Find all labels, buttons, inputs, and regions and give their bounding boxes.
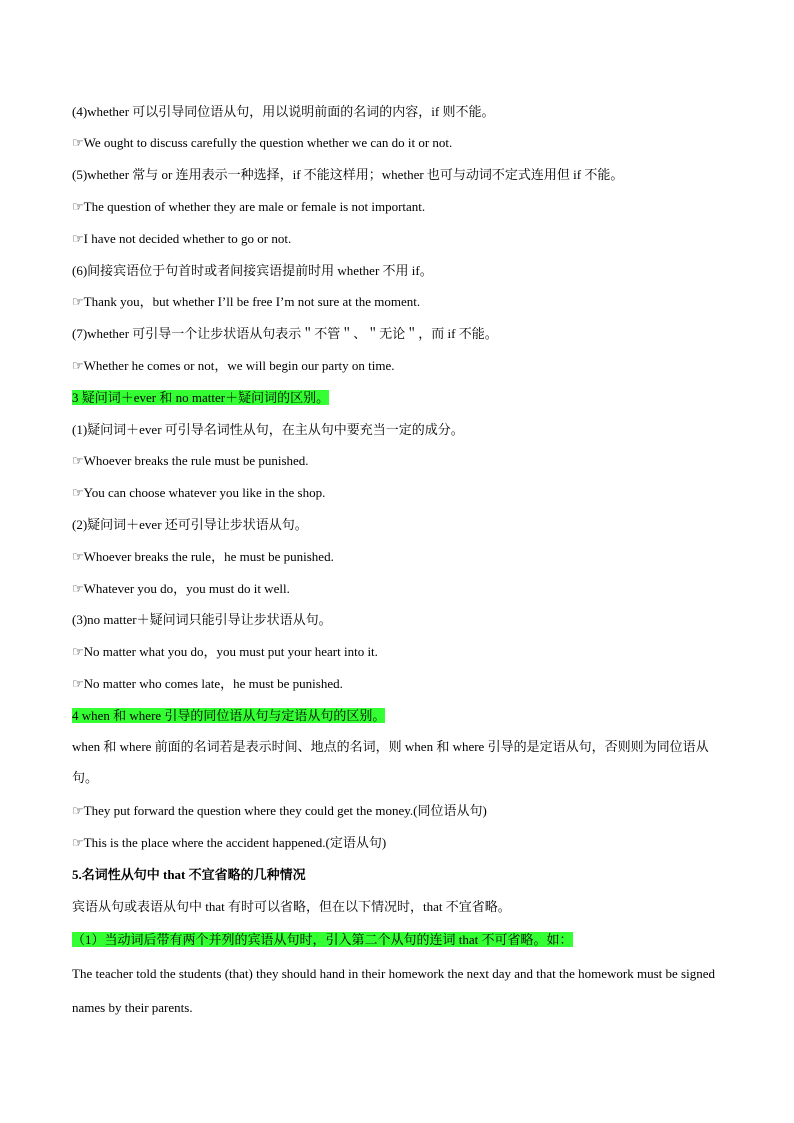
section-3-heading-text: 3 疑问词＋ever 和 no matter＋疑问词的区别。 <box>72 390 330 405</box>
section-5-1-heading <box>72 930 732 950</box>
rule-5-text: (5)whether 常与 or 连用表示一种选择，if 不能这样用；whether 也可与动词不定式连用但 if 不能。 <box>72 167 624 182</box>
section-4-heading <box>72 706 732 726</box>
example-sentence: ☞Whether he comes or not，we will begin our party on time. <box>72 358 395 373</box>
section-5-intro: 宾语从句或表语从句中 that 有时可以省略，但在以下情况时，that 不宜省略。 <box>72 899 511 914</box>
example-sentence: ☞They put forward the question where they could get the money.(同位语从句) <box>72 803 487 818</box>
section-5-example: The teacher told the students (that) they should hand in their homework the next day and that the homework must be signed names by their parents. <box>72 966 715 1015</box>
section-4-paragraph: when 和 where 前面的名词若是表示时间、地点的名词，则 when 和 where 引导的是定语从句，否则则为同位语从句。 <box>72 739 709 785</box>
example-sentence: ☞No matter who comes late，he must be punished. <box>72 676 343 691</box>
rule-6-text: (6)间接宾语位于句首时或者间接宾语提前时用 whether 不用 if。 <box>72 263 433 278</box>
section-4-heading-text: 4 when 和 where 引导的同位语从句与定语从句的区别。 <box>72 708 386 723</box>
example-sentence: ☞The question of whether they are male or female is not important. <box>72 199 426 214</box>
example-sentence: ☞We ought to discuss carefully the question whether we can do it or not. <box>72 135 453 150</box>
section-5-heading: 5.名词性从句中 that 不宜省略的几种情况 <box>72 867 306 882</box>
example-sentence: ☞Whatever you do，you must do it well. <box>72 581 290 596</box>
example-sentence: ☞No matter what you do，you must put your heart into it. <box>72 644 378 659</box>
example-sentence: ☞You can choose whatever you like in the shop. <box>72 485 326 500</box>
rule-3-2-text: (2)疑问词＋ever 还可引导让步状语从句。 <box>72 517 308 532</box>
rule-7-text: (7)whether 可引导一个让步状语从句表示＂不管＂、＂无论＂，而 if 不能。 <box>72 326 498 341</box>
example-sentence: ☞Whoever breaks the rule，he must be punished. <box>72 549 334 564</box>
section-5-1-heading-text: （1）当动词后带有两个并列的宾语从句时，引入第二个从句的连词 that 不可省略。如： <box>72 932 573 947</box>
example-sentence: ☞I have not decided whether to go or not. <box>72 231 292 246</box>
rule-3-1-text: (1)疑问词＋ever 可引导名词性从句，在主从句中要充当一定的成分。 <box>72 422 464 437</box>
example-sentence: ☞This is the place where the accident happened.(定语从句) <box>72 835 387 850</box>
example-sentence: ☞Whoever breaks the rule must be punished. <box>72 453 309 468</box>
example-sentence: ☞Thank you，but whether I’ll be free I’m not sure at the moment. <box>72 294 421 309</box>
rule-4-text: (4)whether 可以引导同位语从句，用以说明前面的名词的内容，if 则不能。 <box>72 104 495 119</box>
section-3-heading <box>72 388 732 408</box>
rule-3-3-text: (3)no matter＋疑问词只能引导让步状语从句。 <box>72 612 332 627</box>
